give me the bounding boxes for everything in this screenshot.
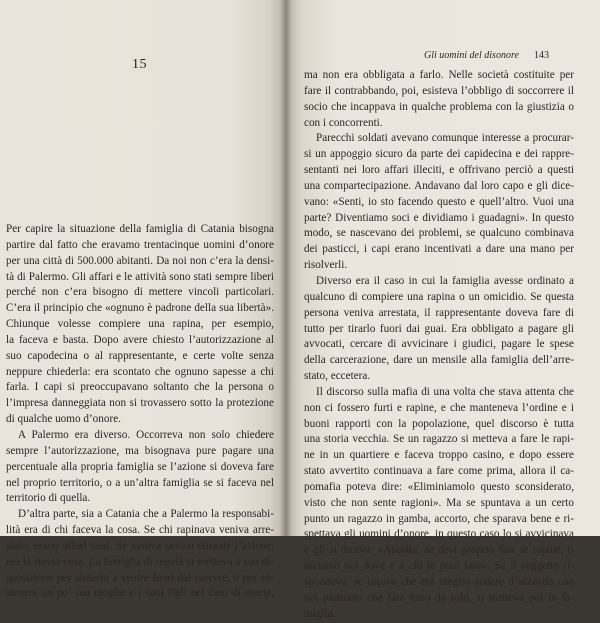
text-line: tà di Palermo. Gli affari e le attività sono stati sempre liberi xyxy=(6,270,274,283)
chapter-number: 15 xyxy=(132,57,147,72)
text-line: con i concorrenti. xyxy=(304,116,383,129)
text-line: sentanti nei loro affari illeciti, e offrivano perciò a questi xyxy=(304,164,574,177)
text-line: stenere un po’ sua moglie e i suoi figli nel caso di morte, xyxy=(6,587,274,600)
text-line: neppure chiederla: era scontato che ognuno sapesse a chi xyxy=(6,365,274,378)
left-page xyxy=(0,0,286,600)
text-line: fare il contrabbando, poi, esisteva l’obbligo di soccorrere il xyxy=(304,84,574,97)
text-line: pomafia poteva dire: «Eliminiamolo questo sconsiderato, xyxy=(304,480,574,493)
text-line: una storia vecchia. Se un ragazzo si metteva a fare le rapi- xyxy=(304,433,574,446)
text-line: avvocati, cercare di avvicinare i giudici, pagare le spese xyxy=(304,338,574,351)
text-line: farla. I capi si preoccupavano soltanto che la persona o xyxy=(6,381,274,394)
text-line: socio che incappava in qualche problema con la giustizia o xyxy=(304,100,574,113)
text-line: una compartecipazione. Andavano dal loro capo e gli dice- xyxy=(304,179,574,192)
text-line: A Palermo era diverso. Occorreva non solo chiedere xyxy=(18,428,274,441)
text-line: perché non c’era bisogno di mettere vincoli particolari. xyxy=(6,286,274,299)
running-head: Gli uomini del disonore xyxy=(424,50,519,61)
text-line: percentuale alla propria famiglia se l’azione si doveva fare xyxy=(6,460,274,473)
right-page xyxy=(286,0,600,620)
text-line: C’era il principio che «ognuno è padrone della sua libertà». xyxy=(6,302,274,315)
text-line: vano: «Senti, io sto facendo questo e quell’altro. Vuoi una xyxy=(304,195,574,208)
text-line: stato avvertito continuava a fare come prima, allora il ca- xyxy=(304,465,574,478)
text-line: spondeva, se capiva che era meglio andare d’accordo con xyxy=(304,576,574,588)
text-line: l’impresa danneggiata non si trovassero sotto la protezione xyxy=(6,397,274,410)
text-line: Parecchi soldati avevano comunque interesse a procurar- xyxy=(316,132,574,145)
text-line: dei pasticci, i capi erano incentivati a dare una mano per xyxy=(304,243,574,256)
text-line: ma non era obbligata a farlo. Nelle società costituite per xyxy=(304,69,574,81)
right-page-text xyxy=(304,68,574,623)
book-gutter xyxy=(280,0,292,536)
text-line: Il discorso sulla mafia di una volta che stava attenta che xyxy=(316,385,574,398)
text-line: per una città di 500.000 abitanti. Da noi non c’era la densi- xyxy=(6,254,274,267)
page-number: 143 xyxy=(534,50,549,61)
text-line: stato, erano affari suoi. Se veniva ucciso durante l’azione, xyxy=(6,539,274,552)
text-line: partire dal fatto che eravamo trentacinque uomini d’onore xyxy=(6,238,274,251)
left-page-text xyxy=(6,222,274,602)
text-line: ne in un quartiere e faceva troppo casino, e dopo essere xyxy=(304,449,574,462)
text-line: tutto per tirarlo fuori dai guai. Era obbligato a pagare gli xyxy=(304,322,574,335)
text-line: qualcuno di compiere una rapina o un omicidio. Se questa xyxy=(304,290,574,303)
text-line: noi piuttosto che fare tutto da solo, si metteva poi in fa- xyxy=(304,591,574,604)
text-line: Diverso era il caso in cui la famiglia avesse ordinato a xyxy=(316,274,574,287)
text-line: persona veniva arrestata, il rappresentante doveva fare di xyxy=(304,306,574,319)
text-line: si un appoggio sicuro da parte dei capidecina e dei rappre- xyxy=(304,148,574,161)
text-line: Per capire la situazione della famiglia di Catania bisogna xyxy=(6,223,274,235)
text-line: la faceva e basta. Dopo avere chiesto l’autorizzazione al xyxy=(6,333,274,346)
text-line: di qualche uomo d’onore. xyxy=(6,413,121,426)
text-line: suo capodecina o al rappresentante, e certe volte senza xyxy=(6,349,274,362)
text-line: spettava gli uomini d’onore, in questo caso lo si avvicinava xyxy=(304,528,574,541)
text-line: miglia. xyxy=(304,607,336,620)
text-line: stato, eccetera. xyxy=(304,370,371,383)
text-line: e gli si diceva: «Ascolta, se devi proprio fare le rapine, ti xyxy=(304,544,574,557)
text-line: era la stessa cosa. La famiglia di regola si metteva a sua di- xyxy=(6,555,274,568)
text-line: parte? Diventiamo soci e dividiamo i guadagni». In questo xyxy=(304,211,574,224)
text-line: sempre l’autorizzazione, ma bisognava pure pagare una xyxy=(6,444,274,457)
text-line: nel proprio territorio, o a un’altra famiglia se si faceva nel xyxy=(6,476,274,489)
text-line: diciamo noi dove e a chi le puoi fare». Se il soggetto ri- xyxy=(304,560,574,573)
text-line: punto un ragazzo in gamba, accorto, che sparava bene e ri- xyxy=(304,512,574,525)
text-line: Chiunque volesse compiere una rapina, per esempio, xyxy=(6,318,274,331)
text-line: della carcerazione, dare un mensile alla famiglia dell’arre- xyxy=(304,354,574,367)
text-line: non ci fossero furti e rapine, e che manteneva l’ordine e i xyxy=(304,401,574,414)
text-line: lità era di chi faceva la cosa. Se chi rapinava veniva arre- xyxy=(6,524,274,537)
text-line: modo, se nascevano dei problemi, se qualcuno combinava xyxy=(304,227,574,240)
text-line: buoni rapporti con la popolazione, quel discorso è tutta xyxy=(304,417,574,430)
text-line: visto che non sente ragioni». Ma se spuntava a un certo xyxy=(304,496,574,509)
text-line: territorio di quella. xyxy=(6,492,91,505)
text-line: risolverli. xyxy=(304,259,348,272)
text-line: D’altra parte, sia a Catania che a Palermo la responsabi- xyxy=(18,508,274,521)
text-line: sposizione per aiutarlo a venire fuori dal carcere, o per so- xyxy=(6,571,274,584)
